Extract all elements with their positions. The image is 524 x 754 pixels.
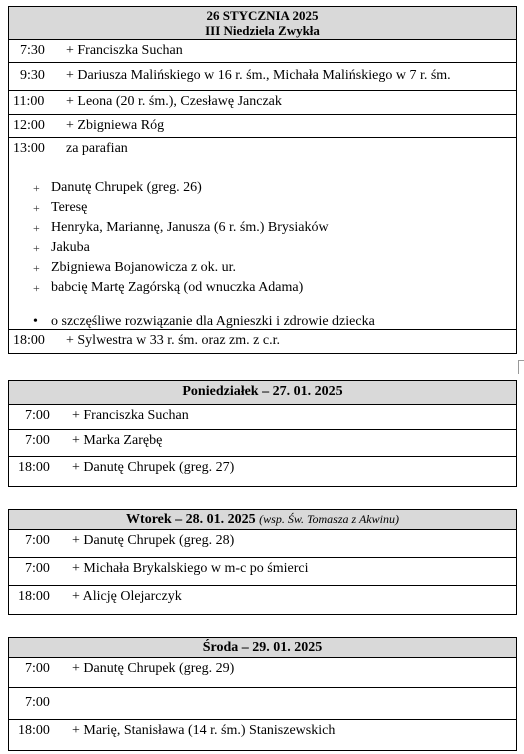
mass-intention: + Marię, Stanisława (14 r. śm.) Staniszewskich: [72, 723, 336, 738]
bullet-intention: • o szczęśliwe rozwiązanie dla Agnieszki i zdrowie dziecka: [33, 314, 375, 330]
table-row: [9, 530, 516, 558]
mass-time: 7:00: [25, 661, 50, 676]
table-row: [9, 558, 516, 586]
table-row: [9, 330, 516, 353]
mass-intention: + Franciszka Suchan: [72, 408, 189, 423]
list-item: + Henryka, Mariannę, Janusza (6 r. śm.) Brysiaków: [33, 218, 329, 238]
list-item: + Teresę: [33, 198, 329, 218]
mass-intention: + Marka Zarębę: [72, 433, 163, 448]
table-row: [9, 720, 516, 750]
mass-intention: + Franciszka Suchan: [66, 43, 183, 58]
mass-time: 7:00: [25, 561, 50, 576]
mass-time: 18:00: [18, 460, 50, 475]
mass-time: 7:00: [25, 433, 50, 448]
mass-intention: + Danutę Chrupek (greg. 29): [72, 661, 235, 676]
table-row: [9, 688, 516, 720]
wednesday-schedule-table: [8, 637, 517, 751]
list-item: + Jakuba: [33, 238, 329, 258]
table-row: [9, 405, 516, 430]
mass-intention: + Zbigniewa Róg: [66, 118, 165, 133]
mass-time: 7:30: [20, 43, 45, 58]
list-item: + Zbigniewa Bojanowicza z ok. ur.: [33, 258, 329, 278]
mass-time: 11:00: [13, 94, 45, 109]
monday-title: Poniedziałek – 27. 01. 2025: [182, 384, 343, 399]
mass-time: 7:00: [25, 408, 50, 423]
table-row: [9, 457, 516, 486]
list-item: + babcię Martę Zagórską (od wnuczka Adama): [33, 278, 329, 298]
mass-intention: + Leona (20 r. śm.), Czesławę Janczak: [66, 94, 282, 109]
monday-header: [9, 381, 516, 405]
sunday-schedule-table: [8, 6, 517, 354]
mass-intention: + Michała Brykalskiego w m-c po śmierci: [72, 561, 309, 576]
mass-time: 18:00: [18, 723, 50, 738]
mass-time: 9:30: [20, 68, 45, 83]
sunday-subtitle: III Niedziela Zwykła: [205, 23, 320, 38]
mass-time: 7:00: [25, 533, 50, 548]
mass-intention: + Danutę Chrupek (greg. 28): [72, 533, 235, 548]
mass-time: 18:00: [13, 333, 45, 348]
table-row: [9, 40, 516, 63]
wednesday-header: [9, 638, 516, 658]
intention-list: [33, 178, 329, 298]
mass-intention: + Danutę Chrupek (greg. 27): [72, 460, 235, 475]
tuesday-note: (wsp. Św. Tomasza z Akwinu): [259, 512, 399, 526]
mass-time: 13:00: [13, 141, 45, 156]
sunday-header: [9, 7, 516, 40]
table-end-marker: [518, 360, 524, 374]
mass-intention: + Alicję Olejarczyk: [72, 589, 182, 604]
wednesday-title: Środa – 29. 01. 2025: [202, 640, 323, 655]
mass-time: 18:00: [18, 589, 50, 604]
table-row: [9, 115, 516, 138]
table-row: [9, 430, 516, 457]
tuesday-header: [9, 510, 516, 530]
mass-time: 12:00: [13, 118, 45, 133]
table-row: [9, 586, 516, 614]
table-row: [9, 91, 516, 115]
table-row: [9, 63, 516, 91]
mass-intention: za parafian: [66, 141, 128, 156]
sunday-date-title: 26 STYCZNIA 2025: [206, 8, 319, 23]
list-item: + Danutę Chrupek (greg. 26): [33, 178, 329, 198]
table-row: [9, 138, 516, 330]
table-row: [9, 658, 516, 688]
mass-intention: + Sylwestra w 33 r. śm. oraz zm. z c.r.: [66, 333, 280, 348]
tuesday-title: Wtorek – 28. 01. 2025: [126, 512, 256, 527]
mass-intention: + Dariusza Malińskiego w 16 r. śm., Michała Malińskiego w 7 r. śm.: [66, 68, 451, 83]
mass-time: 7:00: [25, 695, 50, 710]
tuesday-schedule-table: [8, 509, 517, 615]
monday-schedule-table: [8, 380, 517, 487]
